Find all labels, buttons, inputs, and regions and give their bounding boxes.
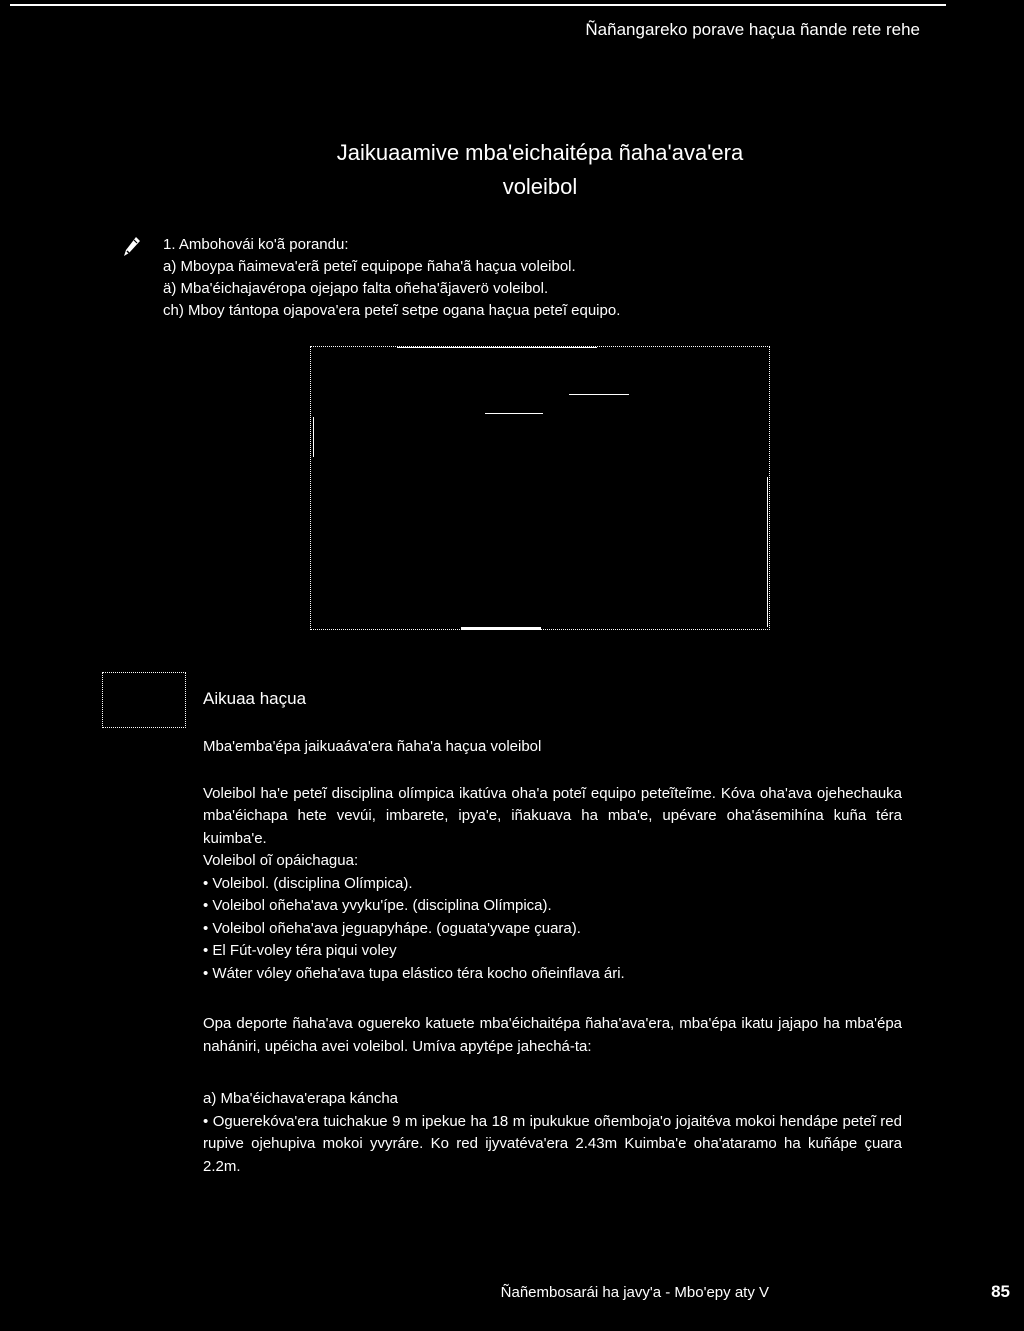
lesson-title-line-1: Jaikuaamive mba'eichaitépa ñaha'ava'era [336, 140, 744, 165]
list-item: • Wáter vóley oñeha'ava tupa elástico téra kocho oñeinflava ári. [203, 964, 625, 982]
question-item-ch: ch) Mboy tántopa ojapova'era peteĩ setpe ogana haçua peteĩ equipo. [163, 302, 621, 319]
illustration-stroke [767, 477, 768, 627]
page-number: 85 [991, 1282, 1010, 1301]
section-subtitle: Mba'emba'épa jaikuaáva'era ñaha'a haçua voleibol [203, 738, 542, 755]
illustration-stroke [485, 413, 543, 414]
frame-top-segment [397, 347, 597, 348]
questions-block [163, 234, 620, 322]
paragraph-intro: Voleibol ha'e peteĩ disciplina olímpica ikatúva oha'a poteĩ equipo peteĩteĩme. Kóva oha'ava ojehechauka mba'éichapa hete vevúi, imbarete, ipya'e, iñakuava ha mba'e, upévare oha'ásemihína kuña téra kuimba'e. [203, 784, 902, 847]
illustration-frame [310, 346, 770, 630]
side-box [102, 672, 186, 728]
footer-text: Ñañembosarái ha javy'a - Mbo'epy aty V [500, 1284, 769, 1301]
illustration-stroke [461, 627, 541, 630]
top-rule [10, 4, 946, 6]
lesson-title-line-2: voleibol [502, 174, 578, 199]
volleyball-types-list [203, 873, 902, 986]
list-item: • Voleibol oñeha'ava jeguapyhápe. (oguata'yvape çuara). [203, 919, 581, 937]
lesson-title [200, 136, 880, 204]
pencil-icon [122, 236, 142, 258]
list-intro: Voleibol oĩ opáichagua: [203, 852, 359, 869]
running-header: Ñañangareko porave haçua ñande rete rehe [585, 20, 920, 39]
subheading-court: a) Mba'éichava'erapa káncha [203, 1090, 399, 1107]
paragraph-court: • Oguerekóva'era tuichakue 9 m ipekue ha 18 m ipukukue oñemboja'o jojaitéva mokoi hendápe peteĩ red rupive ojehupiva mokoi yvyráre. Ko red ijyvatéva'era 2.43m Kuimba'e oha'ataramo ha kuñápe çuara 2.2m. [203, 1112, 902, 1175]
illustration-stroke [569, 394, 629, 395]
question-item-a-tilde: ä) Mba'éichajavéropa ojejapo falta oñeha'ãjaverö voleibol. [163, 280, 549, 297]
paragraph-rules: Opa deporte ñaha'ava oguereko katuete mba'éichaitépa ñaha'ava'era, mba'épa ikatu jajapo ha mba'épa nahániri, upéicha avei voleibol. Umíva apytépe jahechá-ta: [203, 1015, 902, 1055]
illustration-stroke [313, 417, 314, 457]
list-item: • Voleibol oñeha'ava yvyku'ípe. (disciplina Olímpica). [203, 897, 552, 914]
section-label: Aikuaa haçua [203, 689, 307, 708]
section-content [203, 736, 902, 1178]
question-item-a: a) Mboypa ñaimeva'erã peteĩ equipope ñaha'ã haçua voleibol. [163, 258, 576, 275]
list-item: • Voleibol. (disciplina Olímpica). [203, 874, 413, 892]
questions-intro: 1. Ambohovái ko'ã porandu: [163, 236, 349, 253]
list-item: • El Fút-voley téra piqui voley [203, 942, 397, 959]
